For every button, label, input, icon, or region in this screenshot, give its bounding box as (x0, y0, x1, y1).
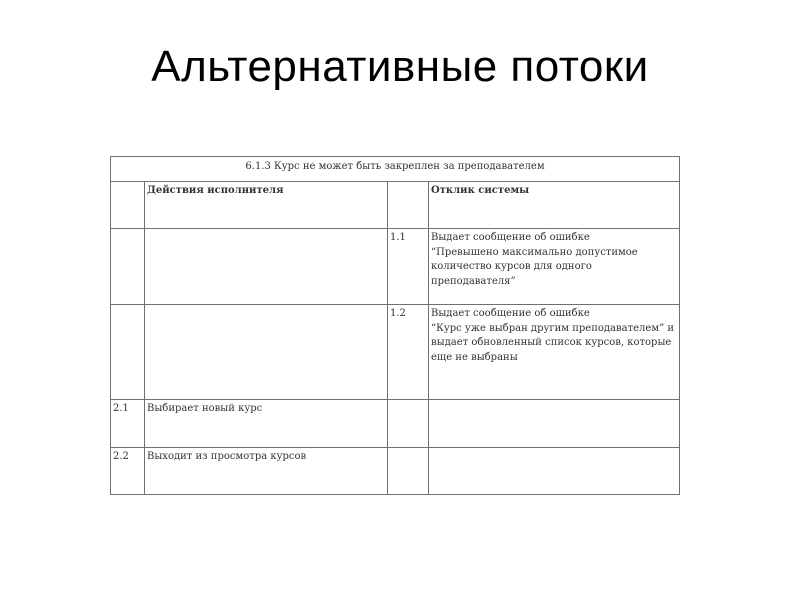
table-caption: 6.1.3 Курс не может быть закреплен за преподавателем (111, 157, 680, 182)
table-header-row (111, 182, 680, 229)
header-empty-num-cell (388, 182, 429, 229)
actor-action: Выбирает новый курс (145, 400, 388, 448)
table-row (111, 229, 680, 305)
system-response (429, 305, 680, 400)
actor-action (145, 229, 388, 305)
actor-step-number: 2.1 (111, 400, 145, 448)
alternative-flows-table (110, 156, 680, 495)
system-response (429, 229, 680, 305)
table-row (111, 448, 680, 495)
actor-step-number: 2.2 (111, 448, 145, 495)
table-row (111, 305, 680, 400)
system-step-number: 1.2 (388, 305, 429, 400)
slide-title: Альтернативные потоки (151, 42, 649, 91)
system-response-line: Выдает сообщение об ошибке (431, 232, 590, 243)
header-actor-actions: Действия исполнителя (145, 182, 388, 229)
system-response-line: Выдает сообщение об ошибке (431, 308, 590, 319)
system-step-number: 1.1 (388, 229, 429, 305)
system-response-line: “Курс уже выбран другим преподавателем” и выдает обновленный список курсов, которые еще не выбраны (431, 322, 675, 363)
actor-action (145, 305, 388, 400)
system-response (429, 400, 680, 448)
actor-action: Выходит из просмотра курсов (145, 448, 388, 495)
system-response-line: “Превышено максимально допустимое количество курсов для одного преподавателя” (431, 246, 638, 287)
table-row (111, 400, 680, 448)
table-caption-row (111, 157, 680, 182)
system-response (429, 448, 680, 495)
system-step-number (388, 448, 429, 495)
actor-step-number (111, 305, 145, 400)
header-empty-num-cell (111, 182, 145, 229)
system-step-number (388, 400, 429, 448)
header-system-response: Отклик системы (429, 182, 680, 229)
actor-step-number (111, 229, 145, 305)
